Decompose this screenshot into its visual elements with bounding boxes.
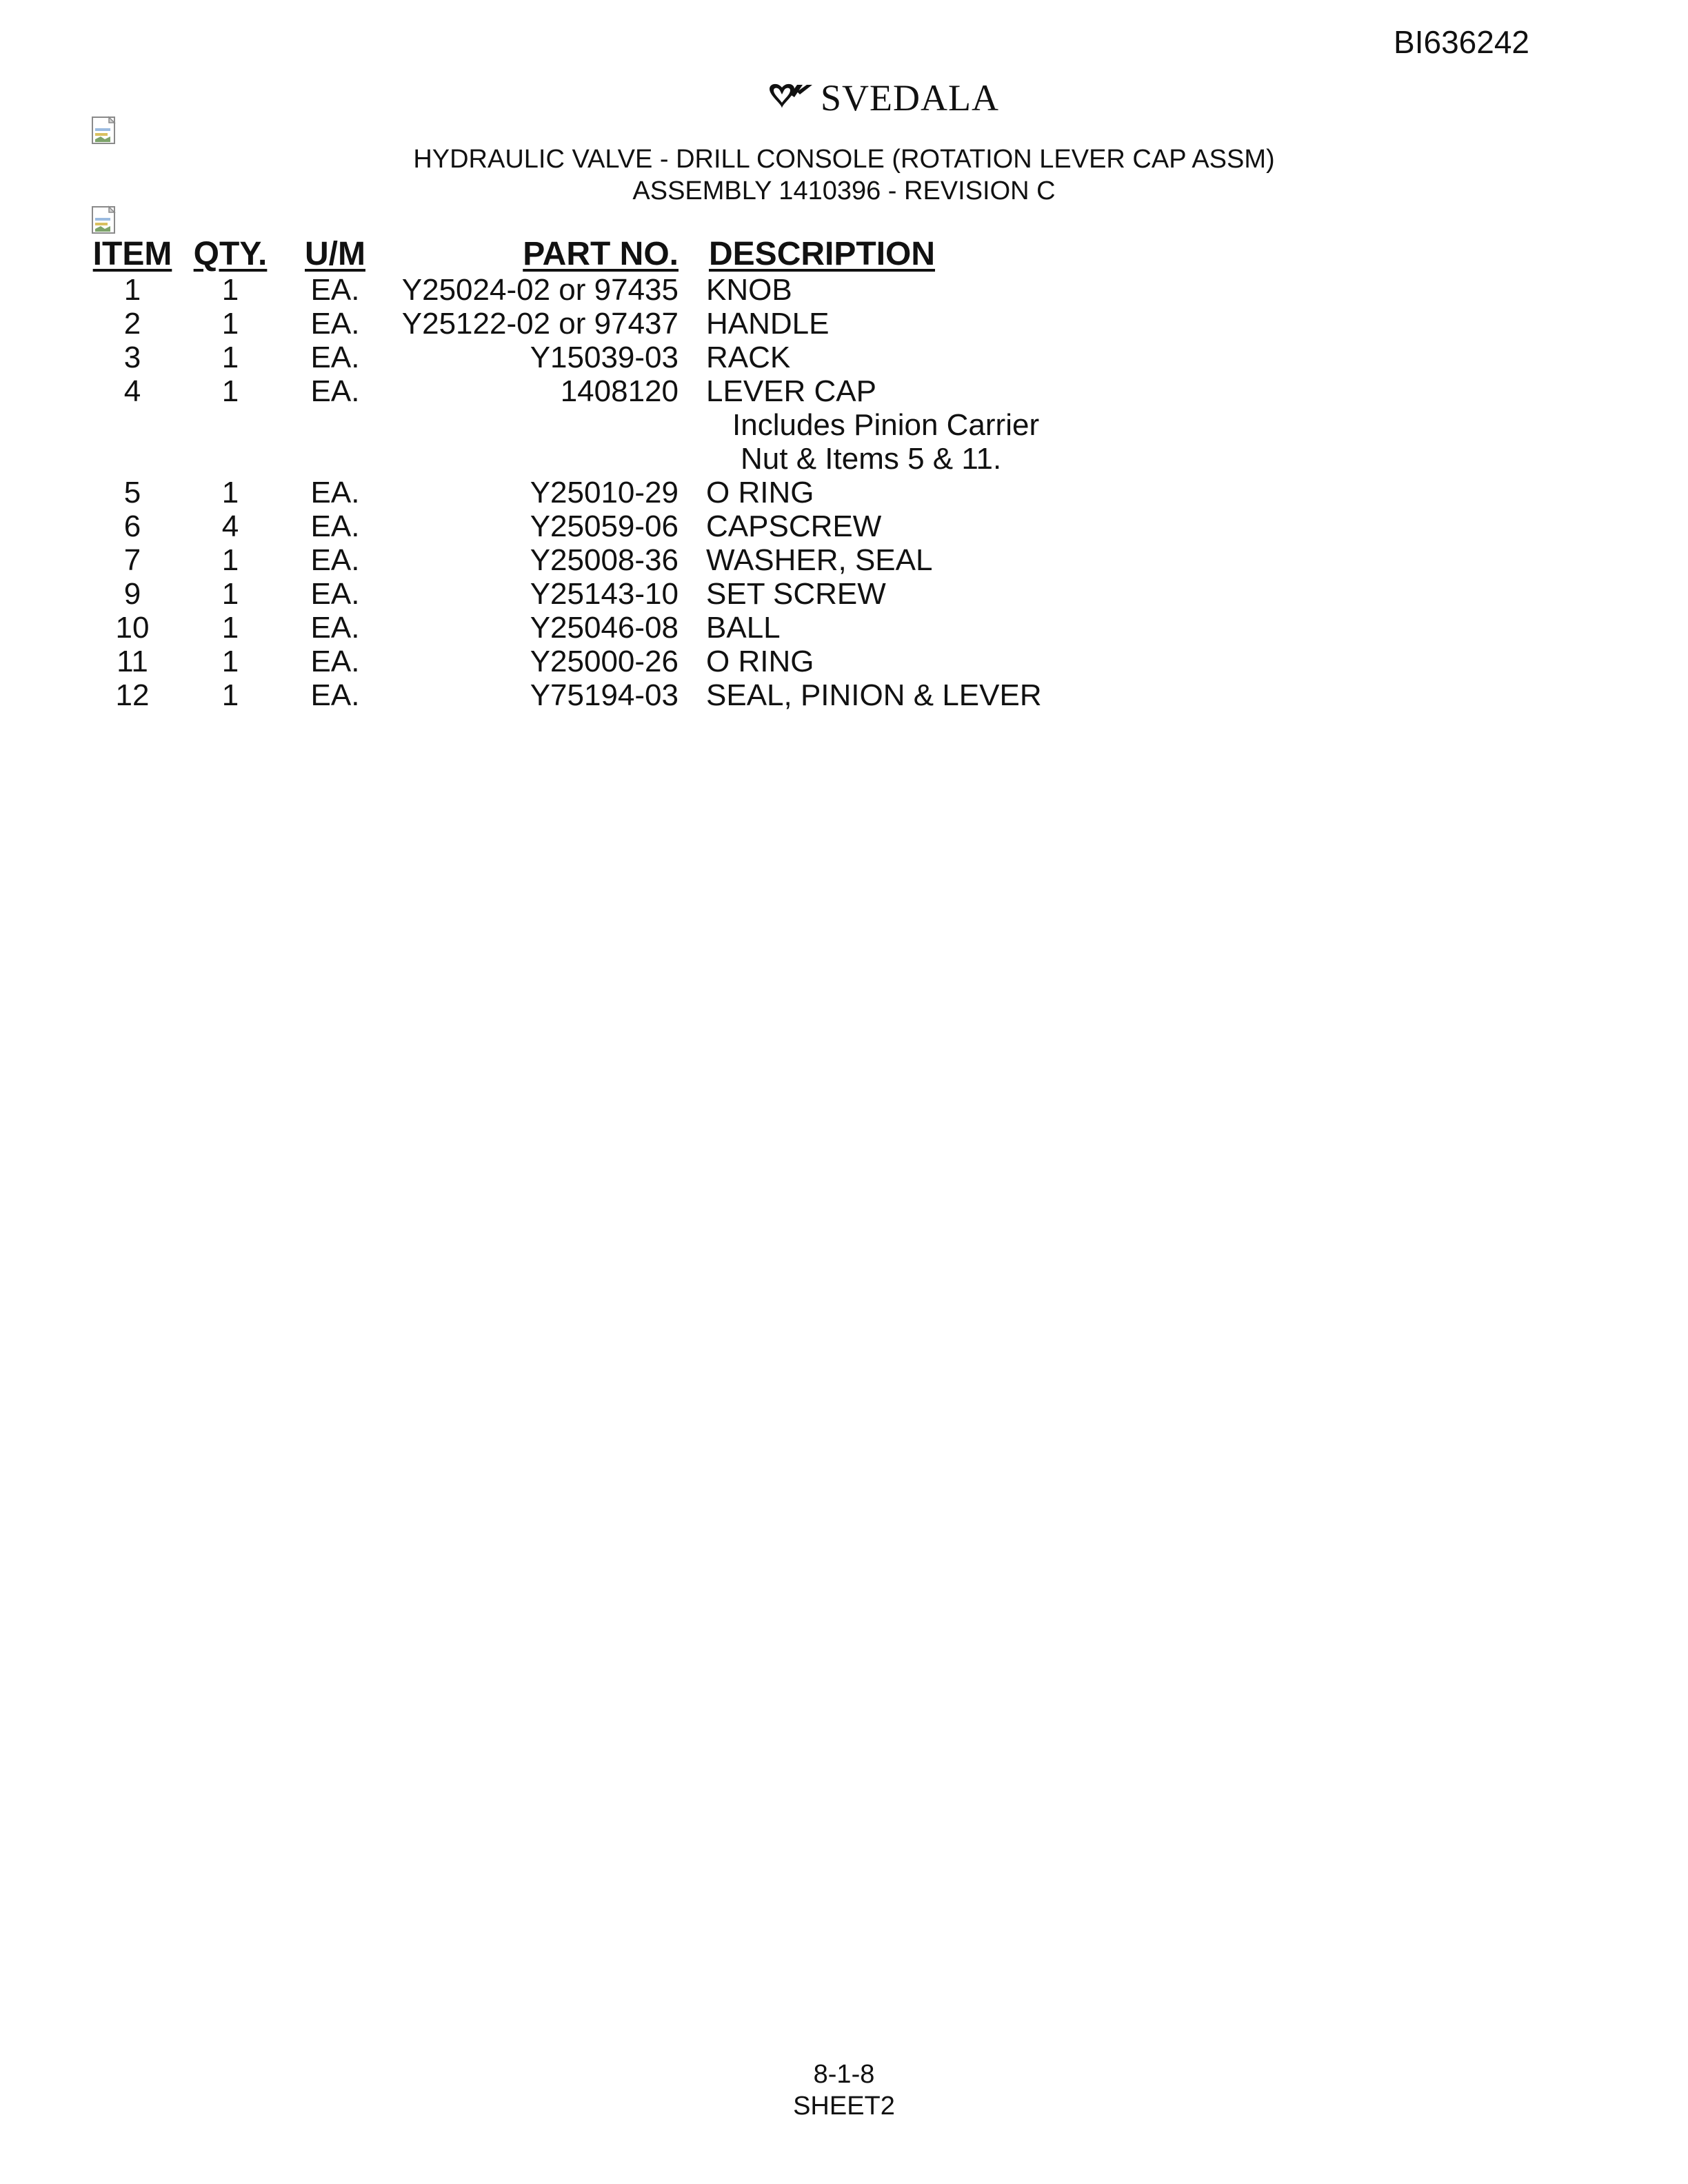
table-row [90, 307, 1042, 341]
um-cell: EA. [310, 341, 360, 374]
description-cell: O RING [706, 645, 814, 678]
page-number: 8-1-8 [813, 2060, 875, 2089]
broken-image-icon [91, 116, 119, 146]
table-note-row [90, 442, 1042, 476]
header-item: ITEM [92, 236, 172, 272]
qty-cell: 1 [221, 341, 239, 374]
um-cell: EA. [310, 307, 360, 341]
item-cell: 2 [123, 307, 141, 341]
um-cell: EA. [310, 577, 360, 611]
qty-cell: 1 [221, 476, 239, 509]
header-um: U/M [305, 236, 365, 272]
qty-cell: 1 [221, 273, 239, 307]
table-row [90, 273, 1042, 307]
table-row [90, 374, 1042, 408]
qty-cell: 1 [221, 577, 239, 611]
logo-text: SVEDALA [821, 77, 999, 119]
part-no-cell: Y25143-10 [530, 577, 679, 611]
part-no-cell: Y15039-03 [530, 341, 679, 374]
table-row [90, 543, 1042, 577]
qty-cell: 1 [221, 543, 239, 577]
description-cell: LEVER CAP [706, 374, 876, 408]
table-row [90, 476, 1042, 509]
item-cell: 12 [115, 678, 150, 712]
item-cell: 1 [123, 273, 141, 307]
um-cell: EA. [310, 645, 360, 678]
um-cell: EA. [310, 509, 360, 543]
um-cell: EA. [310, 678, 360, 712]
description-cell: KNOB [706, 273, 792, 307]
page-footer [0, 2059, 1688, 2122]
note-line: Includes Pinion Carrier [732, 408, 1040, 442]
um-cell: EA. [310, 374, 360, 408]
qty-cell: 1 [221, 307, 239, 341]
description-cell: HANDLE [706, 307, 830, 341]
qty-cell: 1 [221, 374, 239, 408]
item-cell: 11 [117, 645, 148, 678]
part-no-cell: Y25024-02 or 97435 [401, 273, 679, 307]
part-no-cell: Y25010-29 [530, 476, 679, 509]
table-row [90, 645, 1042, 678]
table-row [90, 341, 1042, 374]
svedala-logo [767, 77, 999, 119]
header-part-no: PART NO. [523, 236, 679, 272]
table-row [90, 509, 1042, 543]
note-line: Nut & Items 5 & 11. [741, 442, 1002, 476]
broken-image-icon [91, 205, 119, 236]
item-cell: 7 [123, 543, 141, 577]
item-cell: 4 [123, 374, 141, 408]
qty-cell: 4 [221, 509, 239, 543]
table-row [90, 678, 1042, 712]
description-cell: BALL [706, 611, 781, 645]
part-no-cell: Y25000-26 [530, 645, 679, 678]
part-no-cell: Y75194-03 [530, 678, 679, 712]
table-row [90, 577, 1042, 611]
description-cell: O RING [706, 476, 814, 509]
document-id: BI636242 [1394, 24, 1529, 60]
qty-cell: 1 [221, 611, 239, 645]
parts-list-table [90, 233, 1042, 712]
part-no-cell: Y25122-02 or 97437 [401, 307, 679, 341]
header-qty: QTY. [193, 236, 268, 272]
um-cell: EA. [310, 476, 360, 509]
part-no-cell: Y25008-36 [530, 543, 679, 577]
um-cell: EA. [310, 611, 360, 645]
description-cell: SET SCREW [706, 577, 886, 611]
table-note-row [90, 408, 1042, 442]
document-title [0, 143, 1688, 207]
item-cell: 6 [123, 509, 141, 543]
description-cell: RACK [706, 341, 791, 374]
item-cell: 5 [123, 476, 141, 509]
item-cell: 3 [123, 341, 141, 374]
header-description: DESCRIPTION [709, 236, 936, 272]
title-line-1: HYDRAULIC VALVE - DRILL CONSOLE (ROTATION LEVER CAP ASSM) [413, 145, 1275, 174]
description-cell: WASHER, SEAL [706, 543, 933, 577]
description-cell: SEAL, PINION & LEVER [706, 678, 1042, 712]
description-cell: CAPSCREW [706, 509, 882, 543]
table-header-row [90, 233, 1042, 273]
part-no-cell: Y25046-08 [530, 611, 679, 645]
title-line-2: ASSEMBLY 1410396 - REVISION C [632, 176, 1056, 205]
qty-cell: 1 [221, 645, 239, 678]
part-no-cell: 1408120 [560, 374, 679, 408]
part-no-cell: Y25059-06 [530, 509, 679, 543]
svedala-heart-logo-icon [767, 82, 816, 114]
sheet-label: SHEET2 [793, 2092, 895, 2121]
um-cell: EA. [310, 273, 360, 307]
qty-cell: 1 [221, 678, 239, 712]
item-cell: 9 [123, 577, 141, 611]
um-cell: EA. [310, 543, 360, 577]
item-cell: 10 [115, 611, 150, 645]
table-row [90, 611, 1042, 645]
